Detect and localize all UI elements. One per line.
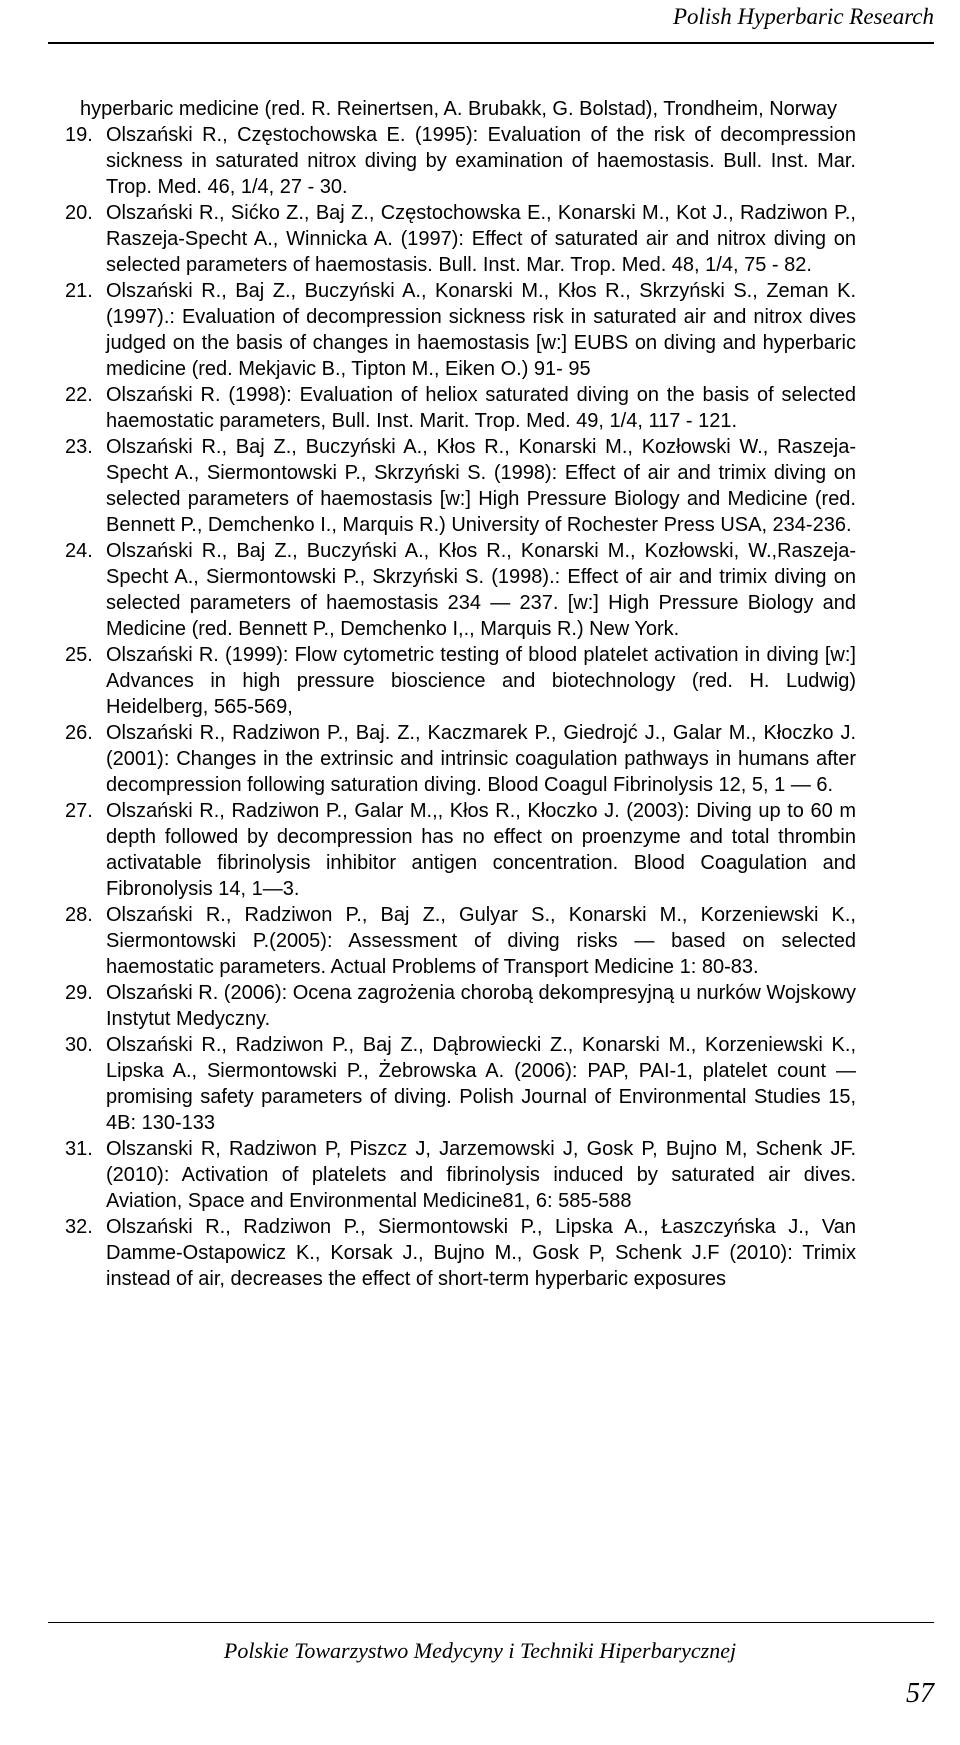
reference-number: 32. xyxy=(65,1216,93,1238)
reference-number: 25. xyxy=(65,644,93,666)
reference-text: Olszański R., Radziwon P., Siermontowski P., Lipska A., Łaszczyńska J., Van Damme-Ostapowicz K., Korsak J., Bujno M., Gosk P, Schenk J.F (2010): Trimix instead of air, decreases the effect of short-term hyperbaric exposures xyxy=(106,1216,856,1290)
reference-number: 29. xyxy=(65,982,93,1004)
reference-item xyxy=(65,434,856,538)
reference-item xyxy=(65,1136,856,1214)
reference-text: Olszański R., Radziwon P., Baj Z., Dąbrowiecki Z., Konarski M., Korzeniewski K., Lipska A., Siermontowski P., Żebrowska A. (2006): PAP, PAI-1, platelet count — promising safety parameters of diving. Polish Journal of Environmental Studies 15, 4B: 130-133 xyxy=(106,1034,856,1134)
reference-item xyxy=(65,902,856,980)
reference-text: Olszański R., Baj Z., Buczyński A., Kłos R., Konarski M., Kozłowski W., Raszeja-Specht A., Siermontowski P., Skrzyński S. (1998): Effect of air and trimix diving on selected parameters of haemostasis [w:] High Pressure Biology and Medicine (red. Bennett P., Demchenko I., Marquis R.) University of Rochester Press USA, 234-236. xyxy=(106,436,856,536)
reference-text: Olszański R., Radziwon P., Baj. Z., Kaczmarek P., Giedrojć J., Galar M., Kłoczko J. (2001): Changes in the extrinsic and intrinsic coagulation pathways in humans after decompression following saturation diving. Blood Coagul Fibrinolysis 12, 5, 1 — 6. xyxy=(106,722,856,796)
page-header xyxy=(0,0,960,48)
reference-text: Olszański R., Baj Z., Buczyński A., Konarski M., Kłos R., Skrzyński S., Zeman K.(1997).: Evaluation of decompression sickness risk in saturated air and nitrox dives judged on the basis of changes in haemostasis [w:] EUBS on diving and hyperbaric medicine (red. Mekjavic B., Tipton M., Eiken O.) 91- 95 xyxy=(106,280,856,380)
reference-text: Olszański R., Radziwon P., Baj Z., Gulyar S., Konarski M., Korzeniewski K., Siermontowski P.(2005): Assessment of diving risks — based on selected haemostatic parameters. Actual Problems of Transport Medicine 1: 80-83. xyxy=(106,904,856,978)
reference-text: Olszański R. (1998): Evaluation of heliox saturated diving on the basis of selected haemostatic parameters, Bull. Inst. Marit. Trop. Med. 49, 1/4, 117 - 121. xyxy=(106,384,856,432)
reference-item xyxy=(65,1032,856,1136)
reference-item xyxy=(65,642,856,720)
reference-item xyxy=(65,1214,856,1292)
reference-text: Olszański R., Radziwon P., Galar M.,, Kłos R., Kłoczko J. (2003): Diving up to 60 m depth followed by decompression has no effect on proenzyme and total thrombin activatable fibrinolysis inhibitor antigen concentration. Blood Coagulation and Fibronolysis 14, 1—3. xyxy=(106,800,856,900)
reference-number: 19. xyxy=(65,124,93,146)
reference-number: 23. xyxy=(65,436,93,458)
reference-number: 24. xyxy=(65,540,93,562)
reference-item xyxy=(65,122,856,200)
page-number: 57 xyxy=(906,1678,934,1709)
reference-text: hyperbaric medicine (red. R. Reinertsen, A. Brubakk, G. Bolstad), Trondheim, Norway xyxy=(80,98,837,120)
reference-text: Olszański R. (1999): Flow cytometric testing of blood platelet activation in diving [w:] Advances in high pressure bioscience and biotechnology (red. H. Ludwig) Heidelberg, 565-569, xyxy=(106,644,856,718)
reference-item xyxy=(65,980,856,1032)
reference-item xyxy=(80,96,856,122)
reference-number: 27. xyxy=(65,800,93,822)
footer-divider xyxy=(48,1622,934,1623)
reference-number: 26. xyxy=(65,722,93,744)
reference-number: 20. xyxy=(65,202,93,224)
journal-title: Polish Hyperbaric Research xyxy=(672,4,934,29)
reference-number: 30. xyxy=(65,1034,93,1056)
page-footer xyxy=(0,1620,960,1745)
reference-list xyxy=(65,96,856,1292)
reference-text: Olszański R., Częstochowska E. (1995): Evaluation of the risk of decompression sickness in saturated nitrox diving by examination of haemostasis. Bull. Inst. Mar. Trop. Med. 46, 1/4, 27 - 30. xyxy=(106,124,856,198)
reference-item xyxy=(65,538,856,642)
reference-item xyxy=(65,382,856,434)
reference-text: Olszanski R, Radziwon P, Piszcz J, Jarzemowski J, Gosk P, Bujno M, Schenk JF. (2010): Activation of platelets and fibrinolysis induced by saturated air dives. Aviation, Space and Environmental Medicine81, 6: 585-588 xyxy=(106,1138,856,1212)
reference-text: Olszański R., Sićko Z., Baj Z., Częstochowska E., Konarski M., Kot J., Radziwon P., Raszeja-Specht A., Winnicka A. (1997): Effect of saturated air and nitrox diving on selected parameters of haemostasis. Bull. Inst. Mar. Trop. Med. 48, 1/4, 75 - 82. xyxy=(106,202,856,276)
reference-text: Olszański R. (2006): Ocena zagrożenia chorobą dekompresyjną u nurków Wojskowy Instytut Medyczny. xyxy=(106,982,856,1030)
reference-number: 21. xyxy=(65,280,93,302)
reference-number: 31. xyxy=(65,1138,93,1160)
reference-item xyxy=(65,798,856,902)
reference-number: 22. xyxy=(65,384,93,406)
reference-item xyxy=(65,720,856,798)
reference-text: Olszański R., Baj Z., Buczyński A., Kłos R., Konarski M., Kozłowski, W.,Raszeja-Specht A., Siermontowski P., Skrzyński S. (1998).: Effect of air and trimix diving on selected parameters of haemostasis 234 — 237. [w:] High Pressure Biology and Medicine (red. Bennett P., Demchenko I,., Marquis R.) New York. xyxy=(106,540,856,640)
header-divider xyxy=(48,42,934,44)
society-name: Polskie Towarzystwo Medycyny i Techniki Hiperbarycznej xyxy=(223,1638,737,1663)
reference-item xyxy=(65,200,856,278)
reference-number: 28. xyxy=(65,904,93,926)
reference-item xyxy=(65,278,856,382)
